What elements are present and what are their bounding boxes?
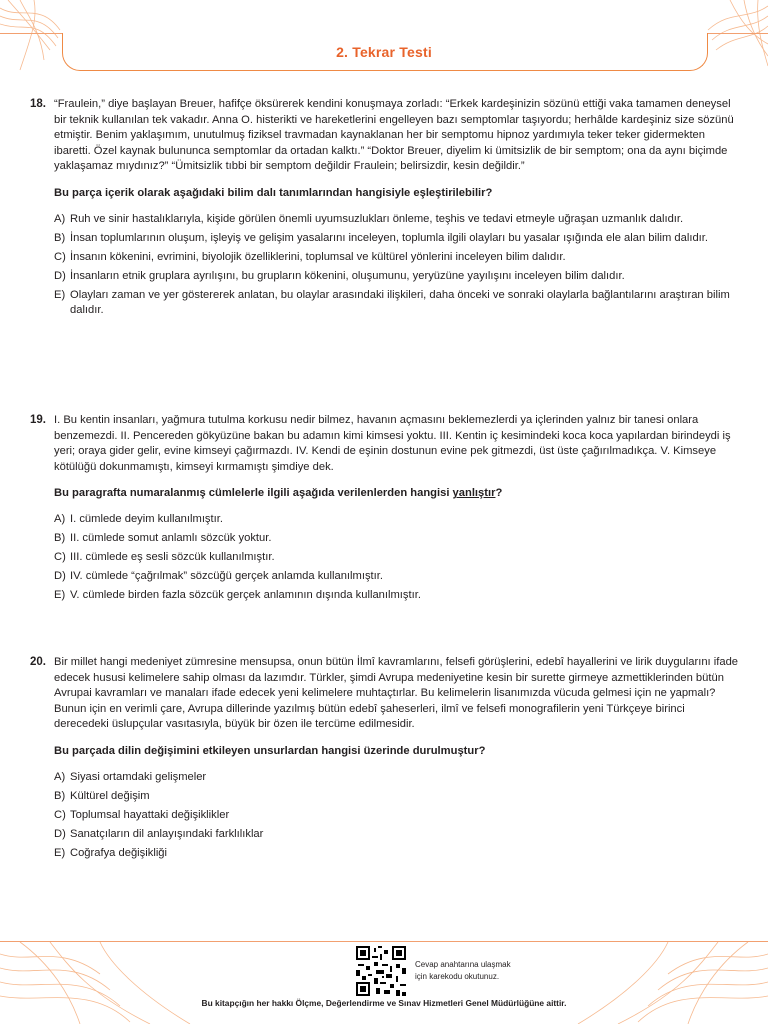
option-key: E) [54,288,66,301]
option-key: D) [54,569,66,582]
option-key: D) [54,827,66,840]
option-key: D) [54,269,66,282]
option-key: B) [54,789,66,802]
answer-option-b[interactable] [54,531,740,547]
stem-underlined-word: yanlıştır [452,487,496,500]
option-key: A) [54,512,66,525]
answer-option-e[interactable] [54,588,740,604]
option-text: Kültürel değişim [70,789,150,802]
question-20 [30,655,740,864]
option-text: I. cümlede deyim kullanılmıştır. [70,512,223,525]
qr-caption [415,959,511,983]
answer-option-c[interactable] [54,808,740,824]
option-text: İnsanın kökenini, evrimini, biyolojik özelliklerini, toplumsal ve kültürel yönlerini inceleyen bilim dalıdır. [70,250,566,263]
question-number: 18. [30,98,46,110]
option-key: B) [54,231,66,244]
option-text: İnsanların etnik gruplara ayrılışını, bu grupların kökenini, oluşumunu, yeryüzüne yayılışını inceleyen bilim dalıdır. [70,269,625,282]
qr-caption-line: Cevap anahtarına ulaşmak [415,960,511,969]
question-18 [30,97,740,322]
answer-option-d[interactable] [54,269,740,285]
option-key: A) [54,212,66,225]
answer-option-e[interactable] [54,288,740,319]
option-key: C) [54,550,66,563]
option-key: E) [54,846,66,859]
question-paragraph: I. Bu kentin insanları, yağmura tutulma korkusu nedir bilmez, havanın açmasını beklemezlerdi ya içlerinden yalnız bir tanesi onlara benzemezdi. II. Pencereden gökyüzüne bakan bu adamın kimi kimsesi yoktu. III. Kentin iç kesimindeki koca koca yapılardan birindeydi iş yeri; oraya gider gelir, evine kimseyi çağırmazdı. IV. Kendi de eşinin dostunun evine pek gitmezdi, üst üste çağırılmadıkça. V. Kimseye kötülüğü dokunmamıştı, kimseyi kırmamıştı şimdiye dek. [54,414,731,473]
option-text: Siyasi ortamdaki gelişmeler [70,770,207,783]
question-number: 19. [30,414,46,426]
question-19 [30,413,740,607]
option-text: Toplumsal hayattaki değişiklikler [70,808,230,821]
question-paragraph: Bir millet hangi medeniyet zümresine mensupsa, onun bütün İlmî kavramlarını, felsefi görüşlerini, edebî hayallerini ve lirik duygularını ifade edecek hususi kelimelere sahip olması da lazımdır. Türkler, şimdi Avrupa medeniyetine kesin bir surette girmeye azmettiklerinden bütün Avrupai kavramları ve manaları ifade edecek yeni kelimelere muhtaçtırlar. Bu kelimelerin lisanımızda vücuda gelmesi için ne yapmalı? Bunun için en verimli çare, Avrupa dillerinde yazılmış bütün edebî şaheserleri, ilmî ve felsefi monografilerin yeni Türkçeye birinci derecedeki üslupçular vasıtasıyla, büyük bir özen ile tercüme edilmesidir. [54,656,739,731]
answer-option-a[interactable] [54,770,740,786]
stem-punctuation: ? [495,487,503,500]
option-text: Sanatçıların dil anlayışındaki farklılıklar [70,827,264,840]
option-key: C) [54,250,66,263]
option-text: Ruh ve sinir hastalıklarıyla, kişide görülen önemli uyumsuzlukları önleme, teşhis ve tedavi etmeyle uğraşan uzmanlık dalıdır. [70,212,684,225]
option-text: V. cümlede birden fazla sözcük gerçek anlamının dışında kullanılmıştır. [70,588,421,601]
answer-option-d[interactable] [54,569,740,585]
option-text: Coğrafya değişikliği [70,846,168,859]
answer-option-b[interactable] [54,231,740,247]
answer-option-e[interactable] [54,846,740,862]
option-key: E) [54,588,66,601]
option-key: A) [54,770,66,783]
option-text: IV. cümlede “çağrılmak” sözcüğü gerçek anlamda kullanılmıştır. [70,569,383,582]
answer-option-c[interactable] [54,550,740,566]
option-key: C) [54,808,66,821]
answer-option-c[interactable] [54,250,740,266]
question-stem [54,486,740,502]
question-stem: Bu parça içerik olarak aşağıdaki bilim dalı tanımlarından hangisiyle eşleştirilebilir? [54,186,493,199]
question-stem: Bu parçada dilin değişimini etkileyen unsurlardan hangisi üzerinde durulmuştur? [54,744,486,757]
answer-option-d[interactable] [54,827,740,843]
option-text: II. cümlede somut anlamlı sözcük yoktur. [70,531,272,544]
option-text: Olayları zaman ve yer göstererek anlatan, bu olaylar arasındaki ilişkileri, daha önceki ve sonraki olaylarla bağlantılarını araştıran bilim dalıdır. [70,288,730,317]
answer-option-a[interactable] [54,212,740,228]
copyright-notice: Bu kitapçığın her hakkı Ölçme, Değerlendirme ve Sınav Hizmetleri Genel Müdürlüğüne aittir. [201,998,567,1008]
question-number: 20. [30,656,46,668]
qr-code-icon[interactable] [356,946,406,996]
qr-caption-line: için karekodu okutunuz. [415,972,500,981]
question-paragraph: “Fraulein,” diye başlayan Breuer, hafifçe öksürerek kendini konuşmaya zorladı: “Erkek kardeşinizin sözünü ettiği vaka tamamen deneysel bir teknik kullanılan tek vakadır. Anna O. histerikti ve hareketlerini engelleyen bazı semptomlar taşıyordu; herhâlde kardeşiniz size sözünü etmiştir. Benim yaklaşımım, unutulmuş fiziksel travmadan kaynaklanan her bir semptomu hipnoz yardımıyla teker teker gidermekten ibaretti. Özel kaynak bulununca semptomlar da ortadan kalktı.” “Doktor Breuer, diyelim ki ümitsizlik de bir semptom; ona da aynı biçimde yaklaşamaz mıydınız?” “Ümitsizlik tıbbi bir semptom değildir Fraulein; belirsizdir, kesin değildir.” [54,98,734,173]
answer-option-b[interactable] [54,789,740,805]
option-key: B) [54,531,66,544]
option-text: III. cümlede eş sesli sözcük kullanılmıştır. [70,550,275,563]
footer-rule [0,941,768,942]
option-text: İnsan toplumlarının oluşum, işleyiş ve gelişim yasalarını inceleyen, toplumla ilgili olayları bu yasalar ışığında ele alan bilim dalıdır. [70,231,708,244]
page-title: 2. Tekrar Testi [336,44,432,60]
stem-text: Bu paragrafta numaralanmış cümlelerle ilgili aşağıda verilenlerden hangisi [54,487,453,500]
answer-option-a[interactable] [54,512,740,528]
